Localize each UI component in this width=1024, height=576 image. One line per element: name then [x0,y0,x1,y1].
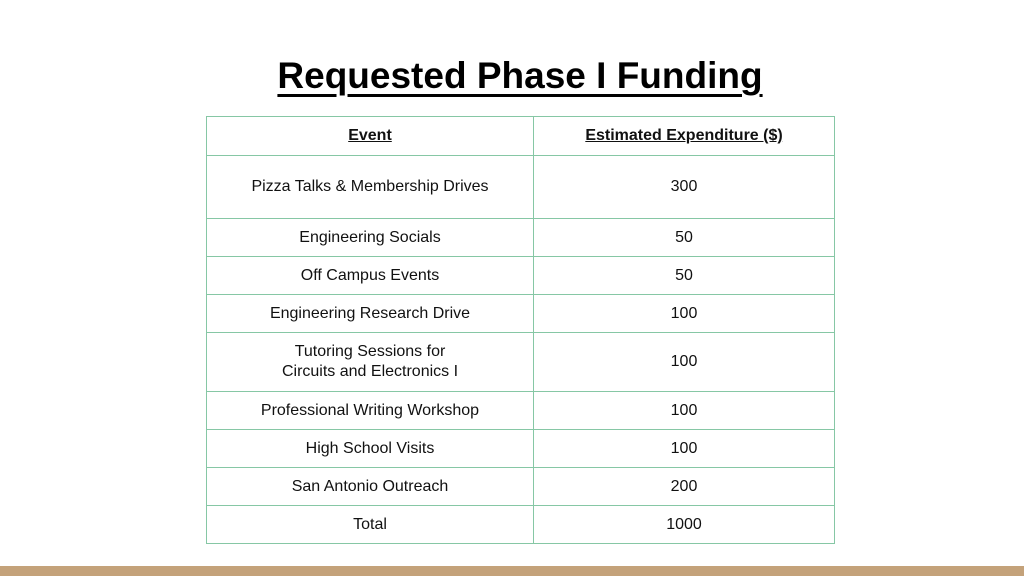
amount-cell: 100 [534,430,835,468]
event-cell: Engineering Research Drive [207,295,534,333]
bottom-accent-bar [0,566,1024,576]
total-label: Total [207,506,534,544]
table-row [207,219,835,257]
table-row [207,430,835,468]
table-row [207,257,835,295]
table-row [207,295,835,333]
event-cell: High School Visits [207,430,534,468]
header-event: Event [207,117,534,156]
event-cell: Professional Writing Workshop [207,392,534,430]
event-cell-line: Tutoring Sessions for [294,343,446,360]
table-row [207,333,835,392]
amount-cell: 300 [534,156,835,219]
event-cell-line: Circuits and Electronics I [281,363,459,380]
table-row [207,392,835,430]
total-amount: 1000 [534,506,835,544]
table-header-row [207,117,835,156]
event-cell [207,333,534,392]
amount-cell: 100 [534,295,835,333]
amount-cell: 50 [534,257,835,295]
event-cell: Off Campus Events [207,257,534,295]
event-cell: Engineering Socials [207,219,534,257]
amount-cell: 100 [534,392,835,430]
funding-table [206,116,835,544]
page-title: Requested Phase I Funding [277,55,763,96]
table-row [207,156,835,219]
amount-cell: 100 [534,333,835,392]
event-cell: Pizza Talks & Membership Drives [207,156,534,219]
event-cell: San Antonio Outreach [207,468,534,506]
header-expenditure: Estimated Expenditure ($) [534,117,835,156]
amount-cell: 200 [534,468,835,506]
amount-cell: 50 [534,219,835,257]
total-row [207,506,835,544]
table-row [207,468,835,506]
